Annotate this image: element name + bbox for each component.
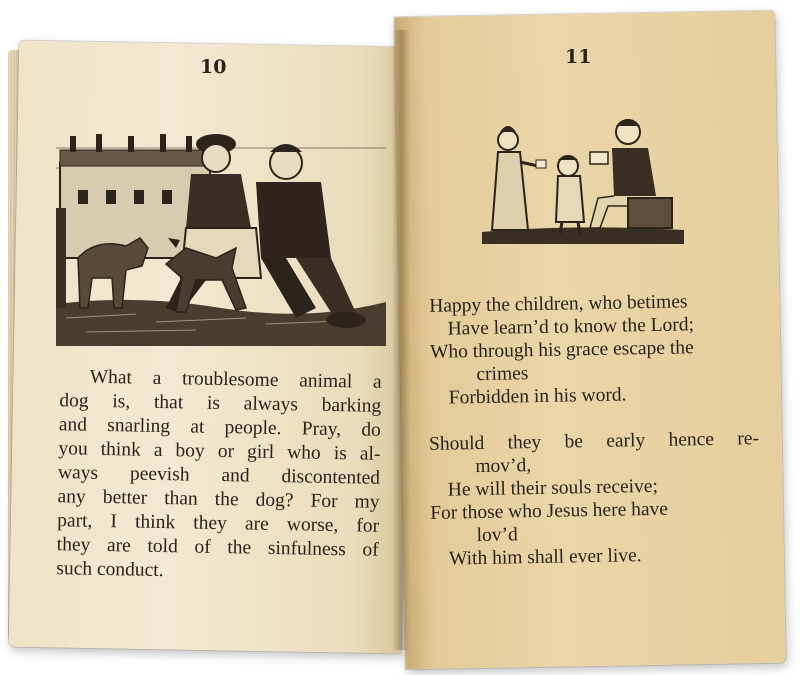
verse-line: Have learn’d to know the Lord; xyxy=(447,314,695,340)
paragraph-line: they are told of the sinfulness of xyxy=(56,534,379,561)
verse-line: For those who Jesus here have xyxy=(430,498,669,524)
paragraph-line: dog is, that is always barking xyxy=(59,390,382,417)
left-page-paragraph xyxy=(56,365,382,587)
verse-line: mov’d, xyxy=(475,455,532,478)
paragraph-line: ways peevish and discontented xyxy=(57,462,381,489)
page-number-left: 10 xyxy=(200,56,227,78)
paragraph-line: such conduct. xyxy=(56,558,164,582)
hymn-stanza-2 xyxy=(429,427,761,571)
verse-line: He will their souls receive; xyxy=(447,475,659,501)
verse-line: Should they be early hence re- xyxy=(428,428,760,455)
book-gutter xyxy=(392,30,410,650)
paragraph-line: What a troublesome animal a xyxy=(89,366,382,393)
verse-line: With him shall ever live. xyxy=(448,545,642,570)
verse-line: crimes xyxy=(476,363,529,386)
verse-line: Happy the children, who betimes xyxy=(429,291,688,317)
paragraph-line: any better than the dog? For my xyxy=(57,486,380,513)
hymn-stanza-1 xyxy=(429,289,761,410)
paragraph-line: part, I think they are worse, for xyxy=(57,510,380,537)
paragraph-line: and snarling at people. Pray, do xyxy=(58,414,382,441)
verse-line: Forbidden in his word. xyxy=(448,384,627,409)
paragraph-line: you think a boy or girl who is al- xyxy=(58,438,381,465)
verse-line: lov’d xyxy=(476,524,518,547)
woodcut-dogs-illustration xyxy=(56,108,386,346)
page-number-right: 11 xyxy=(565,46,592,68)
woodcut-family-illustration xyxy=(478,110,688,250)
verse-line: Who through his grace escape the xyxy=(429,337,694,363)
